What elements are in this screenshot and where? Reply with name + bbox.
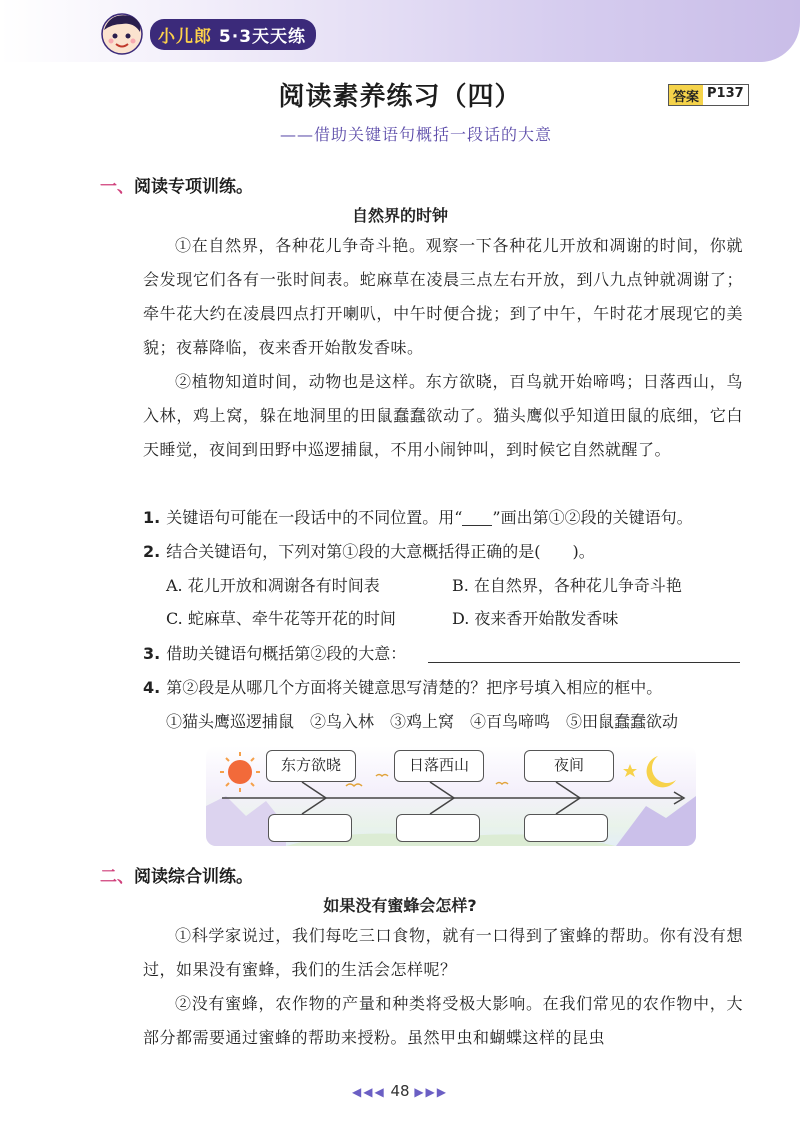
question-4-number: 4. (143, 678, 161, 697)
option-c[interactable]: C. 蛇麻草、牵牛花等开花的时间 (166, 609, 396, 628)
sun-icon (220, 752, 260, 792)
answer-box-dawn[interactable] (268, 814, 352, 842)
question-3-answer-line[interactable] (428, 662, 740, 663)
answer-tag[interactable] (668, 84, 749, 106)
question-4-text: 第②段是从哪几个方面将关键意思写清楚的？把序号填入相应的框中。 (166, 678, 663, 697)
question-1 (143, 506, 753, 530)
next-arrows-icon: ▶▶▶ (414, 1085, 449, 1099)
question-1-text-b: ”画出第①②段的关键语句。 (492, 508, 693, 527)
fishbone-diagram (206, 746, 696, 846)
label-night: 夜间 (524, 750, 614, 782)
answer-page: P137 (703, 85, 748, 105)
timeline-arrow (222, 782, 684, 814)
question-3-number: 3. (143, 644, 161, 663)
question-3-text: 借助关键语句概括第②段的大意： (166, 644, 407, 663)
label-sunset: 日落西山 (394, 750, 484, 782)
question-1-number: 1. (143, 508, 161, 527)
answer-box-sunset[interactable] (396, 814, 480, 842)
page-subtitle: ——借助关键语句概括一段话的大意 (280, 125, 553, 144)
mountains-right (616, 796, 696, 846)
option-a[interactable]: A. 花儿开放和凋谢各有时间表 (166, 576, 380, 595)
moon-icon (623, 756, 676, 787)
article-1-title: 自然界的时钟 (351, 206, 448, 225)
section-2-heading (100, 862, 253, 887)
answer-label: 答案 (669, 85, 703, 105)
article-1-paragraph-2: ②植物知道时间，动物也是这样。东方欲晓，百鸟就开始啼鸣；日落西山，鸟入林，鸡上窝，躲在地洞里的田鼠蠢蠢欲动了。猫头鹰似乎知道田鼠的底细，它白天睡觉，夜间到田野中巡逻捕鼠，不用小闹钟叫，到时候它自然就醒了。 (143, 372, 743, 459)
question-2 (143, 540, 753, 564)
brand-name-part2: 5·3天天练 (218, 26, 307, 47)
question-2-number: 2. (143, 542, 161, 561)
brand-name-part1: 小儿郎 (158, 26, 212, 47)
page-number (0, 1082, 800, 1100)
article-2-paragraph-2: ②没有蜜蜂，农作物的产量和种类将受极大影响。在我们常见的农作物中，大部分都需要通过蜜蜂的帮助来授粉。虽然甲虫和蝴蝶这样的昆虫 (143, 994, 743, 1047)
section-1-number: 一、 (100, 177, 134, 197)
article-2-title: 如果没有蜜蜂会怎样? (323, 896, 477, 915)
brand-name (150, 19, 316, 50)
question-4-items: ①猫头鹰巡逻捕鼠 ②鸟入林 ③鸡上窝 ④百鸟啼鸣 ⑤田鼠蠢蠢欲动 (166, 712, 679, 731)
underline-sample (462, 512, 492, 526)
section-1-title: 阅读专项训练。 (134, 177, 253, 197)
page-title: 阅读素养练习（四） (278, 82, 522, 112)
question-4 (143, 676, 753, 700)
option-b[interactable]: B. 在自然界，各种花儿争奇斗艳 (452, 576, 682, 595)
question-1-text-a: 关键语句可能在一段话中的不同位置。用“ (166, 508, 463, 527)
label-dawn: 东方欲晓 (266, 750, 356, 782)
prev-arrows-icon: ◀◀◀ (351, 1085, 386, 1099)
article-1-paragraph-1: ①在自然界，各种花儿争奇斗艳。观察一下各种花儿开放和凋谢的时间，你就会发现它们各有一张时间表。蛇麻草在凌晨三点左右开放，到八九点钟就凋谢了；牵牛花大约在凌晨四点打开喇叭，中午时便合拢；到了中午，午时花才展现它的美貌；夜幕降临，夜来香开始散发香味。 (143, 236, 743, 357)
section-1-heading (100, 172, 253, 197)
answer-box-night[interactable] (524, 814, 608, 842)
section-2-number: 二、 (100, 867, 134, 887)
section-2-title: 阅读综合训练。 (134, 867, 253, 887)
option-d[interactable]: D. 夜来香开始散发香味 (452, 609, 619, 628)
page-number-value: 48 (390, 1082, 410, 1100)
question-2-text: 结合关键语句，下列对第①段的大意概括得正确的是( )。 (166, 542, 595, 561)
brand-logo (100, 14, 316, 54)
article-2-paragraph-1: ①科学家说过，我们每吃三口食物，就有一口得到了蜜蜂的帮助。你有没有想过，如果没有蜜蜂，我们的生活会怎样呢？ (143, 926, 743, 979)
mascot-icon (100, 12, 144, 56)
